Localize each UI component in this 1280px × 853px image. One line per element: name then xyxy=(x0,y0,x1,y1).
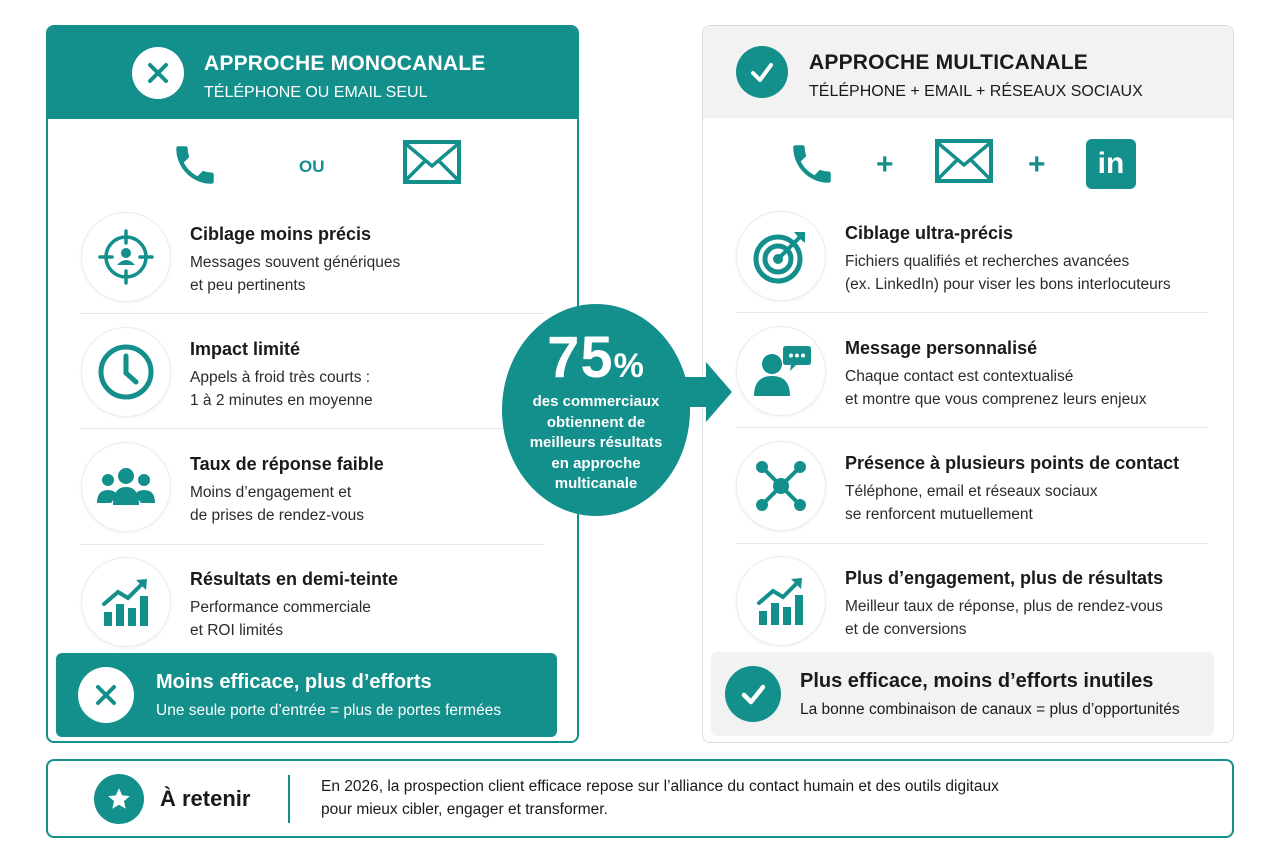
monochannel-subtitle: TÉLÉPHONE OU EMAIL SEUL xyxy=(204,84,428,101)
network-icon xyxy=(736,441,826,531)
plus-separator: + xyxy=(1028,148,1046,181)
star-icon xyxy=(94,774,144,824)
multichannel-item-touchpoints xyxy=(703,441,1233,556)
phone-icon xyxy=(170,139,220,191)
linkedin-icon: in xyxy=(1086,139,1136,189)
stat-highlight xyxy=(502,304,690,516)
item-title: Ciblage ultra-précis xyxy=(845,223,1014,243)
item-title: Présence à plusieurs points de contact xyxy=(845,453,1180,473)
stat-value: 75% xyxy=(547,325,645,390)
divider xyxy=(736,312,1208,313)
conclusion-title: Moins efficace, plus d’efforts xyxy=(156,671,432,693)
plus-separator: + xyxy=(876,148,894,181)
item-title: Message personnalisé xyxy=(845,338,1038,358)
multichannel-item-personalized xyxy=(703,326,1233,441)
takeaway-label: À retenir xyxy=(160,786,251,811)
item-title: Ciblage moins précis xyxy=(190,224,372,244)
item-title: Impact limité xyxy=(190,339,301,359)
item-title: Plus d’engagement, plus de résultats xyxy=(845,568,1164,588)
item-description: Performance commerciale et ROI limités xyxy=(190,599,371,639)
divider xyxy=(736,543,1208,544)
arrow-right-icon xyxy=(684,362,734,422)
stat-description: des commerciaux obtiennent de meilleurs résultats en approche multicanale xyxy=(529,393,663,492)
divider xyxy=(736,427,1208,428)
multichannel-header xyxy=(703,26,1233,118)
key-takeaway xyxy=(46,759,1234,838)
monochannel-item-impact xyxy=(48,327,577,442)
divider xyxy=(288,775,290,823)
target-person-icon xyxy=(81,212,171,302)
multichannel-conclusion xyxy=(711,652,1214,736)
check-icon xyxy=(725,666,781,722)
monochannel-title: APPROCHE MONOCANALE xyxy=(204,52,486,75)
growth-chart-icon xyxy=(736,556,826,646)
takeaway-text: En 2026, la prospection client efficace repose sur l’alliance du contact humain et des outils digitaux pour mieux cibler, engager et transformer. xyxy=(321,778,999,818)
item-description: Meilleur taux de réponse, plus de rendez-vous et de conversions xyxy=(845,598,1163,638)
item-description: Fichiers qualifiés et recherches avancées (ex. LinkedIn) pour viser les bons interlocuteurs xyxy=(845,253,1171,293)
bullseye-icon xyxy=(736,211,826,301)
check-icon xyxy=(736,46,788,98)
item-title: Taux de réponse faible xyxy=(190,454,384,474)
monochannel-header xyxy=(48,27,577,119)
item-title: Résultats en demi-teinte xyxy=(190,569,399,589)
item-description: Chaque contact est contextualisé et montre que vous comprenez leurs enjeux xyxy=(845,368,1147,408)
conclusion-subtitle: La bonne combinaison de canaux = plus d’opportunités xyxy=(800,701,1180,718)
phone-icon xyxy=(787,138,837,190)
clock-icon xyxy=(81,327,171,417)
email-icon xyxy=(935,138,993,184)
people-group-icon xyxy=(81,442,171,532)
multichannel-title: APPROCHE MULTICANALE xyxy=(809,51,1088,74)
multichannel-channels xyxy=(703,138,1233,194)
monochannel-channels xyxy=(48,139,577,195)
channel-separator-or: OU xyxy=(299,157,325,176)
item-description: Appels à froid très courts : 1 à 2 minutes en moyenne xyxy=(190,369,373,409)
x-icon xyxy=(78,667,134,723)
item-description: Téléphone, email et réseaux sociaux se renforcent mutuellement xyxy=(845,483,1098,523)
item-description: Moins d’engagement et de prises de rendez-vous xyxy=(190,484,365,524)
monochannel-conclusion xyxy=(56,653,557,737)
divider xyxy=(81,544,543,545)
person-chat-icon xyxy=(736,326,826,416)
x-icon xyxy=(132,47,184,99)
divider xyxy=(81,313,543,314)
multichannel-item-targeting xyxy=(703,211,1233,326)
item-description: Messages souvent génériques et peu pertinents xyxy=(190,254,401,294)
multichannel-panel xyxy=(702,25,1234,743)
conclusion-subtitle: Une seule porte d’entrée = plus de portes fermées xyxy=(156,702,502,719)
growth-chart-icon xyxy=(81,557,171,647)
conclusion-title: Plus efficace, moins d’efforts inutiles xyxy=(800,670,1154,692)
monochannel-item-response xyxy=(48,442,577,557)
divider xyxy=(81,428,533,429)
multichannel-subtitle: TÉLÉPHONE + EMAIL + RÉSEAUX SOCIAUX xyxy=(809,83,1143,100)
monochannel-panel xyxy=(46,25,579,743)
email-icon xyxy=(403,139,461,185)
monochannel-item-targeting xyxy=(48,212,577,327)
